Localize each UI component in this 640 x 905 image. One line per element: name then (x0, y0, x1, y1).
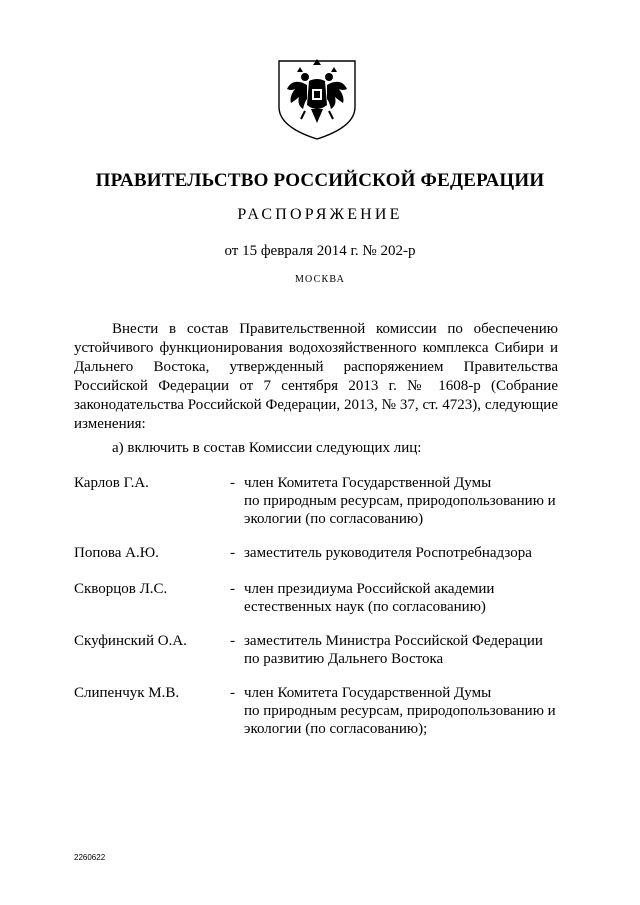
date-and-number: от 15 февраля 2014 г. № 202-р (224, 243, 416, 259)
russian-coat-of-arms-icon (275, 55, 359, 141)
main-paragraph: Внести в состав Правительственной комиссии по обеспечению устойчивого функционирования водохозяйственного комплекса Сибири и Дальнего Востока, утвержденный распоряжением Правительства Российской Федерации от 7 сентября 2013 г. № 1608-р (Собрание законодательства Российской Федерации, 2013, № 37, ст. 4723), следующие изменения: (74, 321, 558, 432)
document-code: 2260622 (74, 853, 106, 862)
member-role: заместитель Министра Российской Федерации по развитию Дальнего Востока (244, 633, 543, 667)
city-label: МОСКВА (294, 274, 346, 285)
member-role: член Комитета Государственной Думы по природным ресурсам, природопользованию и экологии (по согласованию) (244, 475, 556, 527)
body-paragraph (74, 320, 558, 434)
member-dash: - (230, 633, 235, 649)
member-name: Попова А.Ю. (74, 545, 159, 561)
member-dash: - (230, 545, 235, 561)
member-name: Карлов Г.А. (74, 475, 149, 491)
member-dash: - (230, 475, 235, 491)
member-name: Скворцов Л.С. (74, 581, 168, 597)
member-dash: - (230, 685, 235, 701)
member-name: Слипенчук М.В. (74, 685, 180, 701)
page-title: ПРАВИТЕЛЬСТВО РОССИЙСКОЙ ФЕДЕРАЦИИ (95, 170, 545, 191)
member-name: Скуфинский О.А. (74, 633, 187, 649)
member-role: член Комитета Государственной Думы по природным ресурсам, природопользованию и экологии (по согласованию); (244, 685, 556, 737)
subpoint-a: а) включить в состав Комиссии следующих лиц: (112, 440, 422, 456)
member-role: заместитель руководителя Роспотребнадзора (244, 545, 532, 561)
document-type: РАСПОРЯЖЕНИЕ (237, 206, 403, 223)
member-dash: - (230, 581, 235, 597)
member-role: член президиума Российской академии естественных наук (по согласованию) (244, 581, 495, 615)
